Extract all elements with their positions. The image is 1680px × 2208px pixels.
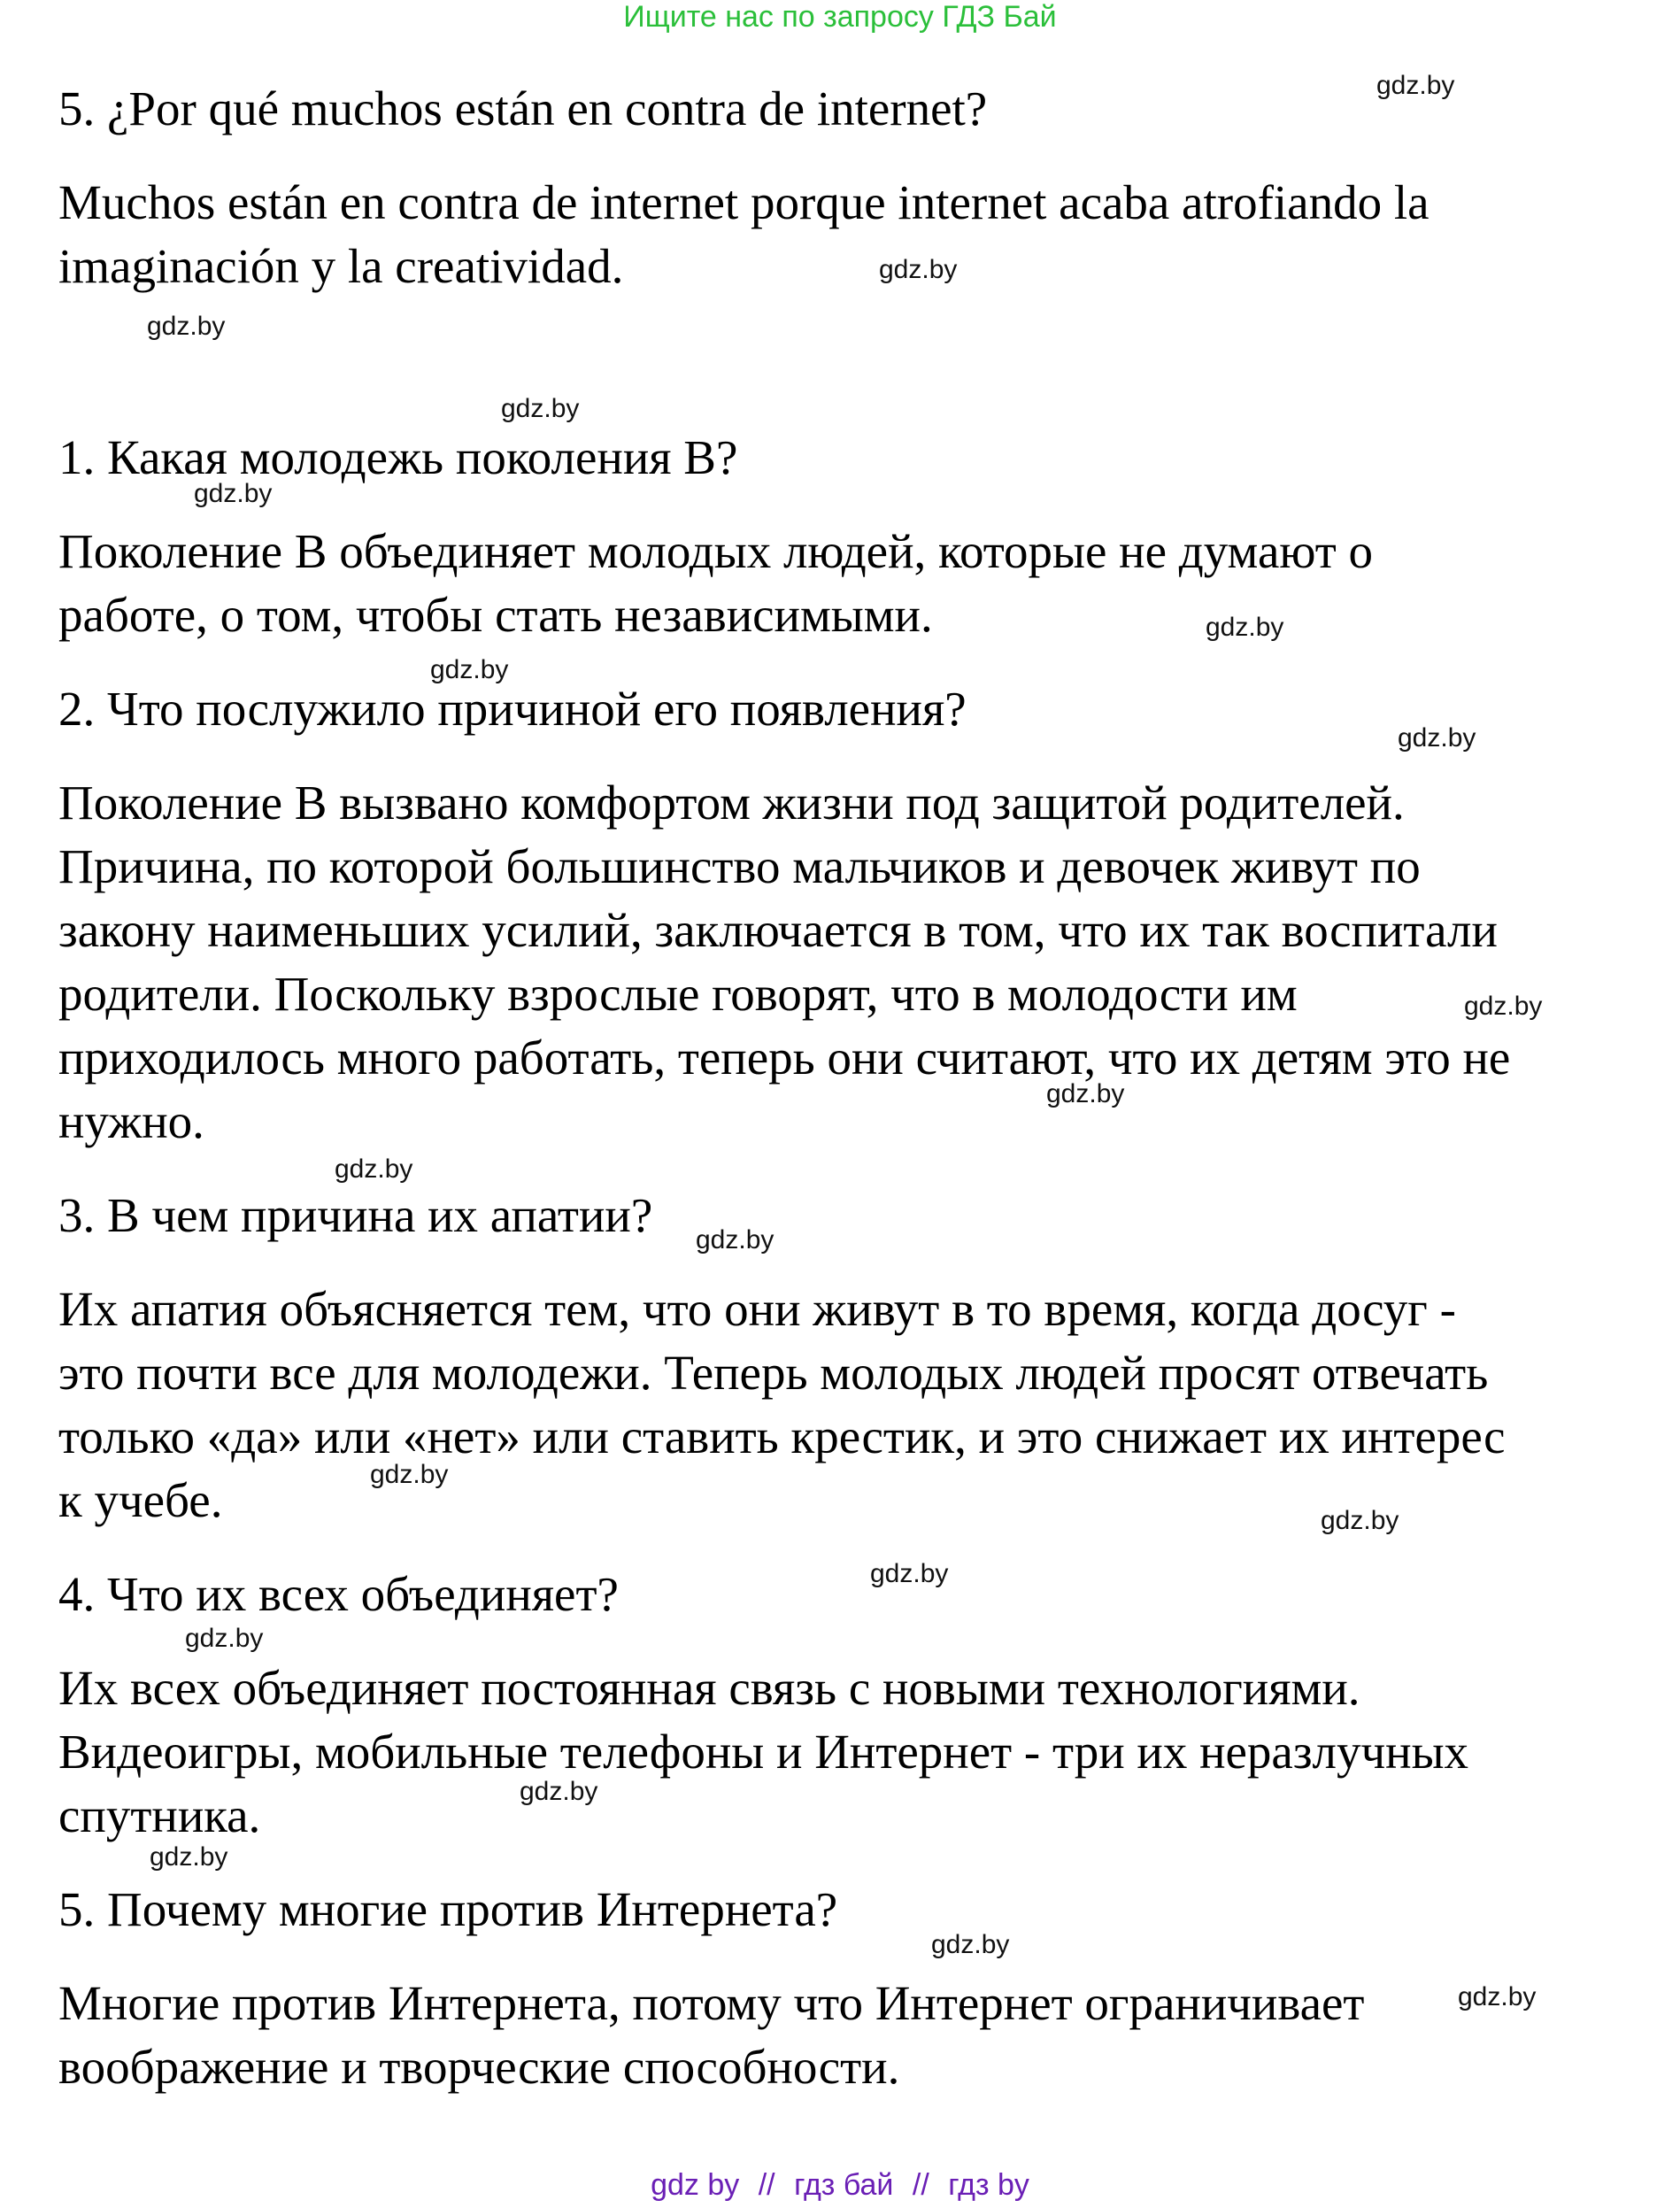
question-ru-2: 2. Что послужило причиной его появления?: [58, 682, 967, 736]
footer-link-gdz-by[interactable]: gdz by: [651, 2168, 740, 2202]
answer-ru-4-line-1: Их всех объединяет постоянная связь с новыми технологиями.: [58, 1661, 1360, 1715]
watermark: gdz.by: [335, 1154, 413, 1184]
watermark: gdz.by: [370, 1460, 449, 1489]
answer-ru-1-line-1: Поколение В объединяет молодых людей, которые не думают о: [58, 524, 1373, 578]
watermark: gdz.by: [150, 1842, 228, 1872]
watermark: gdz.by: [879, 255, 958, 284]
answer-ru-4-line-2: Видеоигры, мобильные телефоны и Интернет - три их неразлучных: [58, 1725, 1469, 1779]
watermark: gdz.by: [430, 655, 509, 684]
watermark: gdz.by: [194, 479, 273, 508]
answer-ru-3-line-3: только «да» или «нет» или ставить крестик, и это снижает их интерес: [58, 1409, 1506, 1463]
footer-separator: //: [912, 2168, 929, 2202]
answer-ru-3-line-1: Их апатия объясняется тем, что они живут в то время, когда досуг -: [58, 1282, 1456, 1336]
watermark: gdz.by: [185, 1624, 264, 1653]
watermark: gdz.by: [1046, 1079, 1125, 1108]
watermark: gdz.by: [1321, 1506, 1399, 1535]
watermark: gdz.by: [696, 1225, 774, 1255]
answer-ru-5-line-1: Многие против Интернета, потому что Интернет ограничивает: [58, 1976, 1365, 2030]
answer-ru-2-line-4: родители. Поскольку взрослые говорят, что в молодости им: [58, 967, 1298, 1021]
answer-ru-5-line-2: воображение и творческие способности.: [58, 2040, 900, 2094]
watermark: gdz.by: [1458, 1982, 1537, 2011]
answer-ru-2-line-3: закону наименьших усилий, заключается в том, что их так воспитали: [58, 903, 1498, 957]
watermark: gdz.by: [1398, 723, 1476, 753]
answer-ru-2-line-1: Поколение В вызвано комфортом жизни под защитой родителей.: [58, 776, 1405, 830]
answer-ru-3-line-4: к учебе.: [58, 1473, 223, 1527]
answer-ru-1-line-2: работе, о том, чтобы стать независимыми.: [58, 588, 933, 642]
watermark: gdz.by: [520, 1777, 598, 1806]
answer-ru-2-line-6: нужно.: [58, 1094, 204, 1148]
footer-links[interactable]: [0, 2168, 1680, 2202]
answer-ru-2-line-5: приходилось много работать, теперь они считают, что их детям это не: [58, 1031, 1511, 1085]
question-es-5: 5. ¿Por qué muchos están en contra de internet?: [58, 81, 988, 135]
watermark: gdz.by: [147, 312, 226, 341]
question-ru-1: 1. Какая молодежь поколения В?: [58, 430, 738, 484]
answer-ru-4-line-3: спутника.: [58, 1788, 261, 1842]
question-ru-4: 4. Что их всех объединяет?: [58, 1567, 619, 1621]
question-ru-5: 5. Почему многие против Интернета?: [58, 1882, 838, 1936]
footer-separator: //: [758, 2168, 775, 2202]
footer-link-gdz-by-cyr[interactable]: гдз by: [948, 2168, 1029, 2202]
header-banner[interactable]: Ищите нас по запросу ГДЗ Бай: [623, 0, 1057, 34]
answer-ru-3-line-2: это почти все для молодежи. Теперь молодых людей просят отвечать: [58, 1346, 1489, 1400]
watermark: gdz.by: [1376, 71, 1455, 100]
watermark: gdz.by: [931, 1930, 1010, 1959]
footer-link-gdz-bai[interactable]: гдз бай: [794, 2168, 894, 2202]
answer-es-5-line-2: imaginación y la creatividad.: [58, 239, 624, 293]
question-ru-3: 3. В чем причина их апатии?: [58, 1188, 653, 1242]
watermark: gdz.by: [870, 1559, 949, 1588]
watermark: gdz.by: [1464, 992, 1543, 1021]
watermark: gdz.by: [1206, 613, 1284, 642]
answer-ru-2-line-2: Причина, по которой большинство мальчиков и девочек живут по: [58, 839, 1421, 893]
watermark: gdz.by: [501, 394, 580, 423]
answer-es-5-line-1: Muchos están en contra de internet porque internet acaba atrofiando la: [58, 175, 1430, 229]
